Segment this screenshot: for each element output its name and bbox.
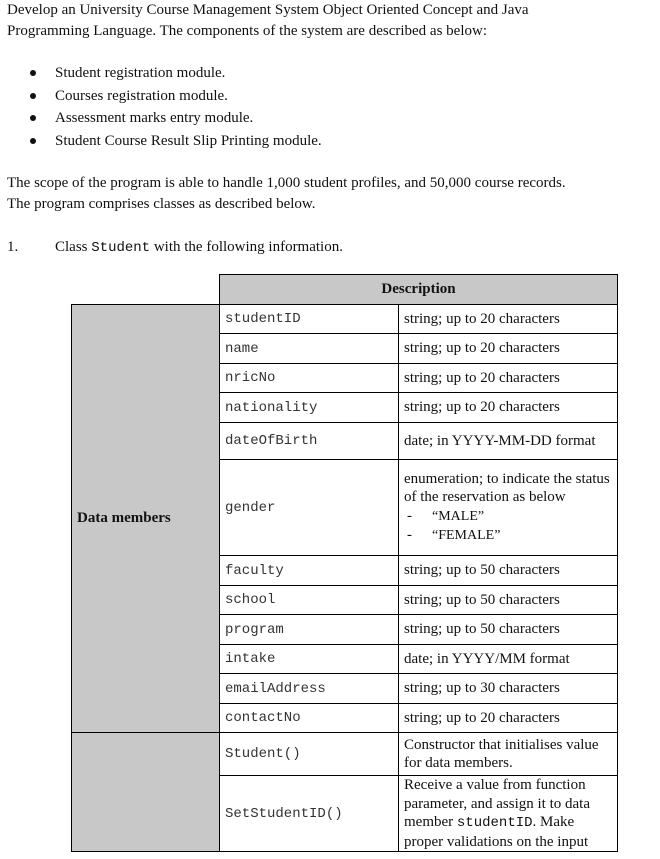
module-item: Student Course Result Slip Printing module. [30,130,322,153]
member-desc: string; up to 50 characters [399,556,618,586]
student-class-table [71,274,618,852]
bullet-icon [30,115,36,121]
member-name: name [220,334,399,364]
member-name: nricNo [220,364,399,393]
member-desc: string; up to 30 characters [399,674,618,704]
member-desc: string; up to 20 characters [399,305,618,334]
member-name: intake [220,645,399,674]
intro-paragraph [7,0,652,42]
member-name: dateOfBirth [220,423,399,460]
methods-group-cell [72,733,220,852]
member-desc: string; up to 20 characters [399,393,618,423]
member-name: gender [220,460,399,556]
method-name: Student() [220,733,399,776]
scope-paragraph [7,173,652,215]
gender-options [404,507,612,546]
member-name: program [220,615,399,645]
item-heading: Class Student with the following information. [55,239,343,256]
member-desc: string; up to 20 characters [399,364,618,393]
module-item: Courses registration module. [30,85,322,108]
member-name: emailAddress [220,674,399,704]
member-name: studentID [220,305,399,334]
member-desc: string; up to 50 characters [399,586,618,615]
module-list [30,62,322,152]
member-name: faculty [220,556,399,586]
member-name: nationality [220,393,399,423]
member-desc: string; up to 50 characters [399,615,618,645]
method-desc: Receive a value from function parameter, and assign it to data member studentID. Make proper validations on the input [399,776,618,852]
bullet-icon [30,70,36,76]
class-name: Student [91,240,151,256]
scope-line-2: The program comprises classes as described below. [7,196,316,212]
scope-line-1: The scope of the program is able to handle 1,000 student profiles, and 50,000 course records. [7,175,566,191]
member-desc: string; up to 20 characters [399,704,618,733]
corner-cell [72,275,220,305]
bullet-icon [30,138,36,144]
intro-line-1: Develop an University Course Management System Object Oriented Concept and Java [7,2,529,18]
method-name: SetStudentID() [220,776,399,852]
option-item: - “FEMALE” [407,527,501,543]
bullet-icon [30,93,36,99]
member-name: contactNo [220,704,399,733]
description-header: Description [220,275,618,305]
member-desc: enumeration; to indicate the status of the reservation as below - “MALE” - “FEMALE” [399,460,618,556]
inline-code: studentID [456,815,533,831]
intro-line-2: Programming Language. The components of the system are described as below: [7,23,488,39]
method-desc: Constructor that initialises value for data members. [399,733,618,776]
item-number: 1. [7,239,19,255]
member-desc: date; in YYYY/MM format [399,645,618,674]
module-item: Student registration module. [30,62,322,85]
data-members-label: Data members [72,305,220,733]
option-item: - “MALE” [407,507,485,524]
module-item: Assessment marks entry module. [30,107,322,130]
member-desc: string; up to 20 characters [399,334,618,364]
member-desc: date; in YYYY-MM-DD format [399,423,618,460]
member-name: school [220,586,399,615]
